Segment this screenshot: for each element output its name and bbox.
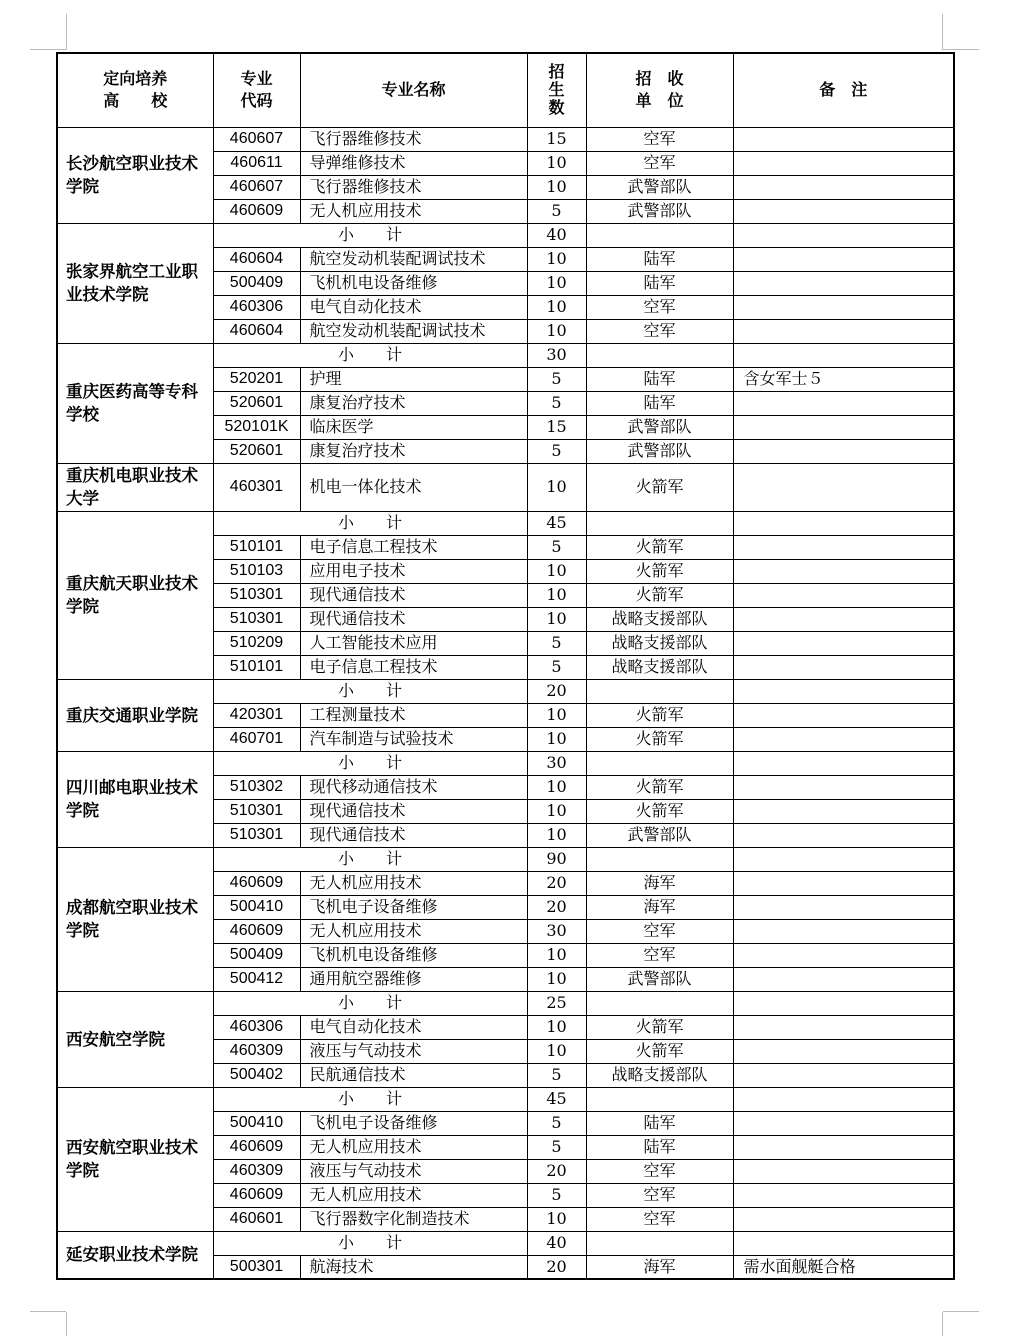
quota-cell: 5 (527, 655, 586, 679)
note-cell (733, 991, 954, 1015)
unit-cell: 火箭军 (586, 535, 733, 559)
note-cell (733, 439, 954, 463)
note-cell (733, 631, 954, 655)
header-code: 专业 代码 (213, 53, 300, 127)
note-cell (733, 727, 954, 751)
major-name-cell: 工程测量技术 (300, 703, 527, 727)
unit-cell: 武警部队 (586, 415, 733, 439)
subtotal-row (57, 223, 954, 247)
quota-cell: 10 (527, 463, 586, 511)
unit-cell: 海军 (586, 871, 733, 895)
note-cell (733, 247, 954, 271)
code-cell: 500409 (213, 271, 300, 295)
major-name-cell: 机电一体化技术 (300, 463, 527, 511)
note-cell (733, 703, 954, 727)
note-cell (733, 319, 954, 343)
unit-cell (586, 679, 733, 703)
unit-cell: 武警部队 (586, 175, 733, 199)
major-name-cell: 航海技术 (300, 1255, 527, 1279)
subtotal-value: 90 (527, 847, 586, 871)
subtotal-label: 小 计 (213, 1087, 527, 1111)
code-cell: 460601 (213, 1207, 300, 1231)
code-cell: 460607 (213, 175, 300, 199)
crop-mark (943, 1311, 979, 1312)
quota-cell: 10 (527, 583, 586, 607)
unit-cell: 陆军 (586, 247, 733, 271)
unit-cell: 陆军 (586, 367, 733, 391)
major-name-cell: 电子信息工程技术 (300, 655, 527, 679)
quota-cell: 10 (527, 943, 586, 967)
code-cell: 500412 (213, 967, 300, 991)
school-name-cell: 成都航空职业技术学院 (57, 847, 213, 991)
note-cell (733, 343, 954, 367)
quota-cell: 10 (527, 967, 586, 991)
unit-cell: 武警部队 (586, 967, 733, 991)
code-cell: 500402 (213, 1063, 300, 1087)
note-cell (733, 871, 954, 895)
major-name-cell: 无人机应用技术 (300, 1183, 527, 1207)
note-cell (733, 679, 954, 703)
unit-cell (586, 991, 733, 1015)
unit-cell: 火箭军 (586, 1039, 733, 1063)
unit-cell: 空军 (586, 295, 733, 319)
unit-cell: 空军 (586, 943, 733, 967)
note-cell (733, 295, 954, 319)
subtotal-row (57, 847, 954, 871)
unit-cell: 陆军 (586, 391, 733, 415)
quota-cell: 5 (527, 367, 586, 391)
note-cell (733, 391, 954, 415)
code-cell: 460611 (213, 151, 300, 175)
unit-cell: 火箭军 (586, 775, 733, 799)
unit-cell (586, 223, 733, 247)
note-cell (733, 1087, 954, 1111)
unit-cell: 战略支援部队 (586, 1063, 733, 1087)
quota-cell: 5 (527, 391, 586, 415)
unit-cell: 战略支援部队 (586, 655, 733, 679)
quota-cell: 10 (527, 823, 586, 847)
code-cell: 510301 (213, 799, 300, 823)
unit-cell: 空军 (586, 127, 733, 151)
quota-cell: 10 (527, 247, 586, 271)
quota-cell: 5 (527, 199, 586, 223)
header-note: 备 注 (733, 53, 954, 127)
crop-mark (942, 14, 943, 50)
quota-cell: 10 (527, 1207, 586, 1231)
major-name-cell: 现代通信技术 (300, 583, 527, 607)
code-cell: 460609 (213, 199, 300, 223)
note-cell (733, 919, 954, 943)
school-name-cell: 延安职业技术学院 (57, 1231, 213, 1279)
note-cell (733, 1063, 954, 1087)
major-name-cell: 康复治疗技术 (300, 391, 527, 415)
quota-cell: 20 (527, 1159, 586, 1183)
note-cell (733, 607, 954, 631)
major-name-cell: 导弹维修技术 (300, 151, 527, 175)
note-cell (733, 751, 954, 775)
subtotal-row (57, 679, 954, 703)
unit-cell (586, 1231, 733, 1255)
unit-cell: 武警部队 (586, 199, 733, 223)
unit-cell: 陆军 (586, 1111, 733, 1135)
subtotal-label: 小 计 (213, 751, 527, 775)
note-cell (733, 127, 954, 151)
subtotal-row (57, 1231, 954, 1255)
subtotal-label: 小 计 (213, 991, 527, 1015)
quota-cell: 5 (527, 1135, 586, 1159)
quota-cell: 5 (527, 535, 586, 559)
major-name-cell: 护理 (300, 367, 527, 391)
subtotal-row (57, 991, 954, 1015)
code-cell: 460607 (213, 127, 300, 151)
unit-cell: 火箭军 (586, 559, 733, 583)
note-cell (733, 535, 954, 559)
code-cell: 460301 (213, 463, 300, 511)
crop-mark (942, 1312, 943, 1336)
unit-cell: 火箭军 (586, 727, 733, 751)
major-name-cell: 民航通信技术 (300, 1063, 527, 1087)
code-cell: 420301 (213, 703, 300, 727)
note-cell (733, 1231, 954, 1255)
major-name-cell: 临床医学 (300, 415, 527, 439)
major-name-cell: 电气自动化技术 (300, 1015, 527, 1039)
quota-cell: 20 (527, 871, 586, 895)
quota-cell: 20 (527, 895, 586, 919)
major-name-cell: 现代通信技术 (300, 607, 527, 631)
code-cell: 510302 (213, 775, 300, 799)
unit-cell: 火箭军 (586, 703, 733, 727)
quota-cell: 10 (527, 559, 586, 583)
quota-cell: 20 (527, 1255, 586, 1279)
subtotal-value: 30 (527, 751, 586, 775)
unit-cell: 空军 (586, 1207, 733, 1231)
crop-mark (943, 49, 979, 50)
unit-cell: 海军 (586, 1255, 733, 1279)
note-cell: 需水面舰艇合格 (733, 1255, 954, 1279)
code-cell: 510301 (213, 823, 300, 847)
major-name-cell: 液压与气动技术 (300, 1159, 527, 1183)
major-name-cell: 飞行器维修技术 (300, 175, 527, 199)
unit-cell: 陆军 (586, 271, 733, 295)
quota-cell: 5 (527, 1111, 586, 1135)
quota-cell: 10 (527, 151, 586, 175)
note-cell (733, 199, 954, 223)
major-name-cell: 汽车制造与试验技术 (300, 727, 527, 751)
subtotal-label: 小 计 (213, 223, 527, 247)
major-name-cell: 无人机应用技术 (300, 1135, 527, 1159)
code-cell: 510101 (213, 655, 300, 679)
school-name-cell: 重庆航天职业技术学院 (57, 511, 213, 679)
code-cell: 510301 (213, 583, 300, 607)
code-cell: 460306 (213, 295, 300, 319)
unit-cell: 火箭军 (586, 799, 733, 823)
major-name-cell: 无人机应用技术 (300, 199, 527, 223)
school-name-cell: 张家界航空工业职业技术学院 (57, 223, 213, 343)
code-cell: 500409 (213, 943, 300, 967)
unit-cell: 空军 (586, 1183, 733, 1207)
code-cell: 510103 (213, 559, 300, 583)
code-cell: 460609 (213, 1183, 300, 1207)
quota-cell: 10 (527, 1015, 586, 1039)
subtotal-value: 40 (527, 223, 586, 247)
subtotal-value: 25 (527, 991, 586, 1015)
unit-cell: 火箭军 (586, 463, 733, 511)
major-name-cell: 康复治疗技术 (300, 439, 527, 463)
major-name-cell: 无人机应用技术 (300, 871, 527, 895)
subtotal-label: 小 计 (213, 679, 527, 703)
school-name-cell: 重庆交通职业学院 (57, 679, 213, 751)
subtotal-value: 45 (527, 511, 586, 535)
unit-cell: 空军 (586, 151, 733, 175)
major-name-cell: 无人机应用技术 (300, 919, 527, 943)
unit-cell: 空军 (586, 319, 733, 343)
quota-cell: 10 (527, 295, 586, 319)
quota-cell: 5 (527, 439, 586, 463)
unit-cell: 火箭军 (586, 1015, 733, 1039)
code-cell: 460609 (213, 1135, 300, 1159)
note-cell (733, 151, 954, 175)
code-cell: 510101 (213, 535, 300, 559)
school-name-cell: 重庆医药高等专科学校 (57, 343, 213, 463)
note-cell (733, 799, 954, 823)
unit-cell: 战略支援部队 (586, 607, 733, 631)
header-quota: 招 生 数 (527, 53, 586, 127)
unit-cell (586, 1087, 733, 1111)
quota-cell: 5 (527, 1183, 586, 1207)
enrollment-table (56, 52, 955, 1280)
quota-cell: 10 (527, 703, 586, 727)
table-row (57, 127, 954, 151)
code-cell: 460604 (213, 319, 300, 343)
code-cell: 460309 (213, 1039, 300, 1063)
crop-mark (30, 1311, 66, 1312)
school-name-cell: 西安航空学院 (57, 991, 213, 1087)
major-name-cell: 现代移动通信技术 (300, 775, 527, 799)
code-cell: 520101K (213, 415, 300, 439)
unit-cell: 空军 (586, 1159, 733, 1183)
header-unit: 招 收 单 位 (586, 53, 733, 127)
unit-cell (586, 343, 733, 367)
major-name-cell: 应用电子技术 (300, 559, 527, 583)
note-cell (733, 415, 954, 439)
unit-cell (586, 847, 733, 871)
major-name-cell: 飞机电子设备维修 (300, 895, 527, 919)
major-name-cell: 现代通信技术 (300, 799, 527, 823)
major-name-cell: 飞机机电设备维修 (300, 943, 527, 967)
unit-cell: 战略支援部队 (586, 631, 733, 655)
quota-cell: 10 (527, 607, 586, 631)
crop-mark (30, 49, 66, 50)
quota-cell: 10 (527, 175, 586, 199)
major-name-cell: 现代通信技术 (300, 823, 527, 847)
code-cell: 520201 (213, 367, 300, 391)
quota-cell: 30 (527, 919, 586, 943)
note-cell (733, 1111, 954, 1135)
quota-cell: 10 (527, 319, 586, 343)
unit-cell: 武警部队 (586, 439, 733, 463)
code-cell: 500410 (213, 1111, 300, 1135)
major-name-cell: 电子信息工程技术 (300, 535, 527, 559)
table-row (57, 463, 954, 511)
note-cell (733, 823, 954, 847)
code-cell: 520601 (213, 391, 300, 415)
subtotal-label: 小 计 (213, 343, 527, 367)
major-name-cell: 液压与气动技术 (300, 1039, 527, 1063)
major-name-cell: 飞机机电设备维修 (300, 271, 527, 295)
quota-cell: 15 (527, 415, 586, 439)
subtotal-label: 小 计 (213, 511, 527, 535)
subtotal-value: 20 (527, 679, 586, 703)
subtotal-row (57, 1087, 954, 1111)
unit-cell: 陆军 (586, 1135, 733, 1159)
subtotal-label: 小 计 (213, 1231, 527, 1255)
note-cell (733, 175, 954, 199)
code-cell: 520601 (213, 439, 300, 463)
quota-cell: 5 (527, 631, 586, 655)
school-name-cell: 长沙航空职业技术学院 (57, 127, 213, 223)
major-name-cell: 飞行器数字化制造技术 (300, 1207, 527, 1231)
note-cell (733, 1159, 954, 1183)
code-cell: 460701 (213, 727, 300, 751)
code-cell: 460609 (213, 919, 300, 943)
quota-cell: 10 (527, 1039, 586, 1063)
subtotal-row (57, 343, 954, 367)
school-name-cell: 四川邮电职业技术学院 (57, 751, 213, 847)
major-name-cell: 航空发动机装配调试技术 (300, 247, 527, 271)
note-cell (733, 1183, 954, 1207)
crop-mark (66, 1312, 67, 1336)
note-cell (733, 511, 954, 535)
subtotal-value: 40 (527, 1231, 586, 1255)
note-cell (733, 1015, 954, 1039)
quota-cell: 10 (527, 271, 586, 295)
note-cell (733, 583, 954, 607)
subtotal-row (57, 511, 954, 535)
note-cell (733, 463, 954, 511)
subtotal-row (57, 751, 954, 775)
note-cell (733, 1135, 954, 1159)
quota-cell: 10 (527, 775, 586, 799)
note-cell (733, 967, 954, 991)
note-cell (733, 1039, 954, 1063)
subtotal-label: 小 计 (213, 847, 527, 871)
note-cell (733, 943, 954, 967)
crop-mark (66, 14, 67, 50)
major-name-cell: 飞机电子设备维修 (300, 1111, 527, 1135)
code-cell: 460604 (213, 247, 300, 271)
quota-cell: 5 (527, 1063, 586, 1087)
unit-cell: 空军 (586, 919, 733, 943)
major-name-cell: 飞行器维修技术 (300, 127, 527, 151)
note-cell (733, 223, 954, 247)
unit-cell: 海军 (586, 895, 733, 919)
note-cell (733, 655, 954, 679)
note-cell (733, 847, 954, 871)
note-cell (733, 1207, 954, 1231)
note-cell (733, 775, 954, 799)
code-cell: 460609 (213, 871, 300, 895)
unit-cell: 火箭军 (586, 583, 733, 607)
header-school: 定向培养 高 校 (57, 53, 213, 127)
code-cell: 510209 (213, 631, 300, 655)
subtotal-value: 30 (527, 343, 586, 367)
subtotal-value: 45 (527, 1087, 586, 1111)
school-name-cell: 西安航空职业技术学院 (57, 1087, 213, 1231)
unit-cell (586, 751, 733, 775)
quota-cell: 10 (527, 727, 586, 751)
header-name: 专业名称 (300, 53, 527, 127)
quota-cell: 10 (527, 799, 586, 823)
major-name-cell: 人工智能技术应用 (300, 631, 527, 655)
unit-cell (586, 511, 733, 535)
unit-cell: 武警部队 (586, 823, 733, 847)
code-cell: 500410 (213, 895, 300, 919)
major-name-cell: 航空发动机装配调试技术 (300, 319, 527, 343)
code-cell: 510301 (213, 607, 300, 631)
header-row (57, 53, 954, 127)
major-name-cell: 电气自动化技术 (300, 295, 527, 319)
code-cell: 460306 (213, 1015, 300, 1039)
note-cell (733, 559, 954, 583)
note-cell: 含女军士５ (733, 367, 954, 391)
quota-cell: 15 (527, 127, 586, 151)
code-cell: 460309 (213, 1159, 300, 1183)
school-name-cell: 重庆机电职业技术大学 (57, 463, 213, 511)
note-cell (733, 895, 954, 919)
major-name-cell: 通用航空器维修 (300, 967, 527, 991)
note-cell (733, 271, 954, 295)
code-cell: 500301 (213, 1255, 300, 1279)
